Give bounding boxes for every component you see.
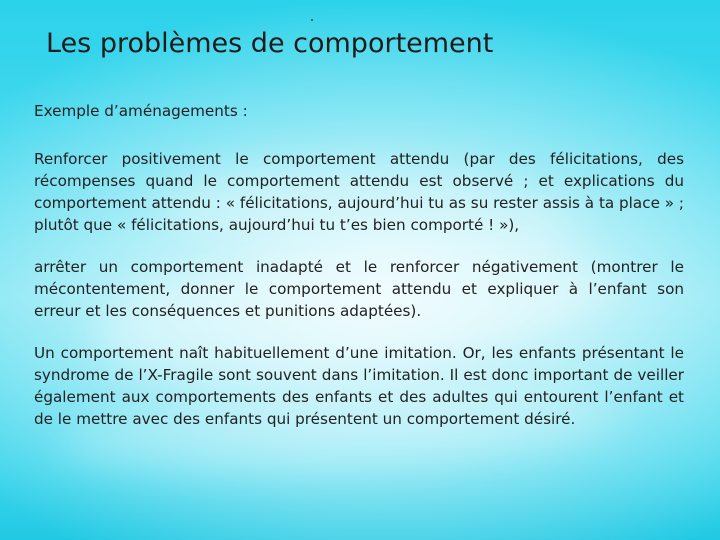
paragraph-imitation: Un comportement naît habituellement d’une imitation. Or, les enfants présentant le syndrome de l’X-Fragile sont souvent dans l’imitation. Il est donc important de veiller également aux comportements des enfants et des adultes qui entourent l’enfant et de le mettre avec des enfants qui présentent un comportement désiré. bbox=[34, 344, 684, 428]
slide-body bbox=[34, 100, 684, 450]
top-dot-mark bbox=[311, 19, 313, 21]
paragraph-negative-reinforcement: arrêter un comportement inadapté et le renforcer négativement (montrer le mécontentement, donner le comportement attendu et expliquer à l’enfant son erreur et les conséquences et punitions adaptées). bbox=[34, 258, 684, 320]
intro-text: Exemple d’aménagements : bbox=[34, 102, 248, 120]
slide-title: Les problèmes de comportement bbox=[46, 28, 494, 59]
paragraph-positive-reinforcement: Renforcer positivement le comportement attendu (par des félicitations, des récompenses quand le comportement attendu est observé ; et explications du comportement attendu : « félicitations, aujourd’hui tu as su rester assis à ta place » ; plutôt que « félicitations, aujourd’hui tu t’es bien comporté ! »), bbox=[34, 150, 684, 234]
